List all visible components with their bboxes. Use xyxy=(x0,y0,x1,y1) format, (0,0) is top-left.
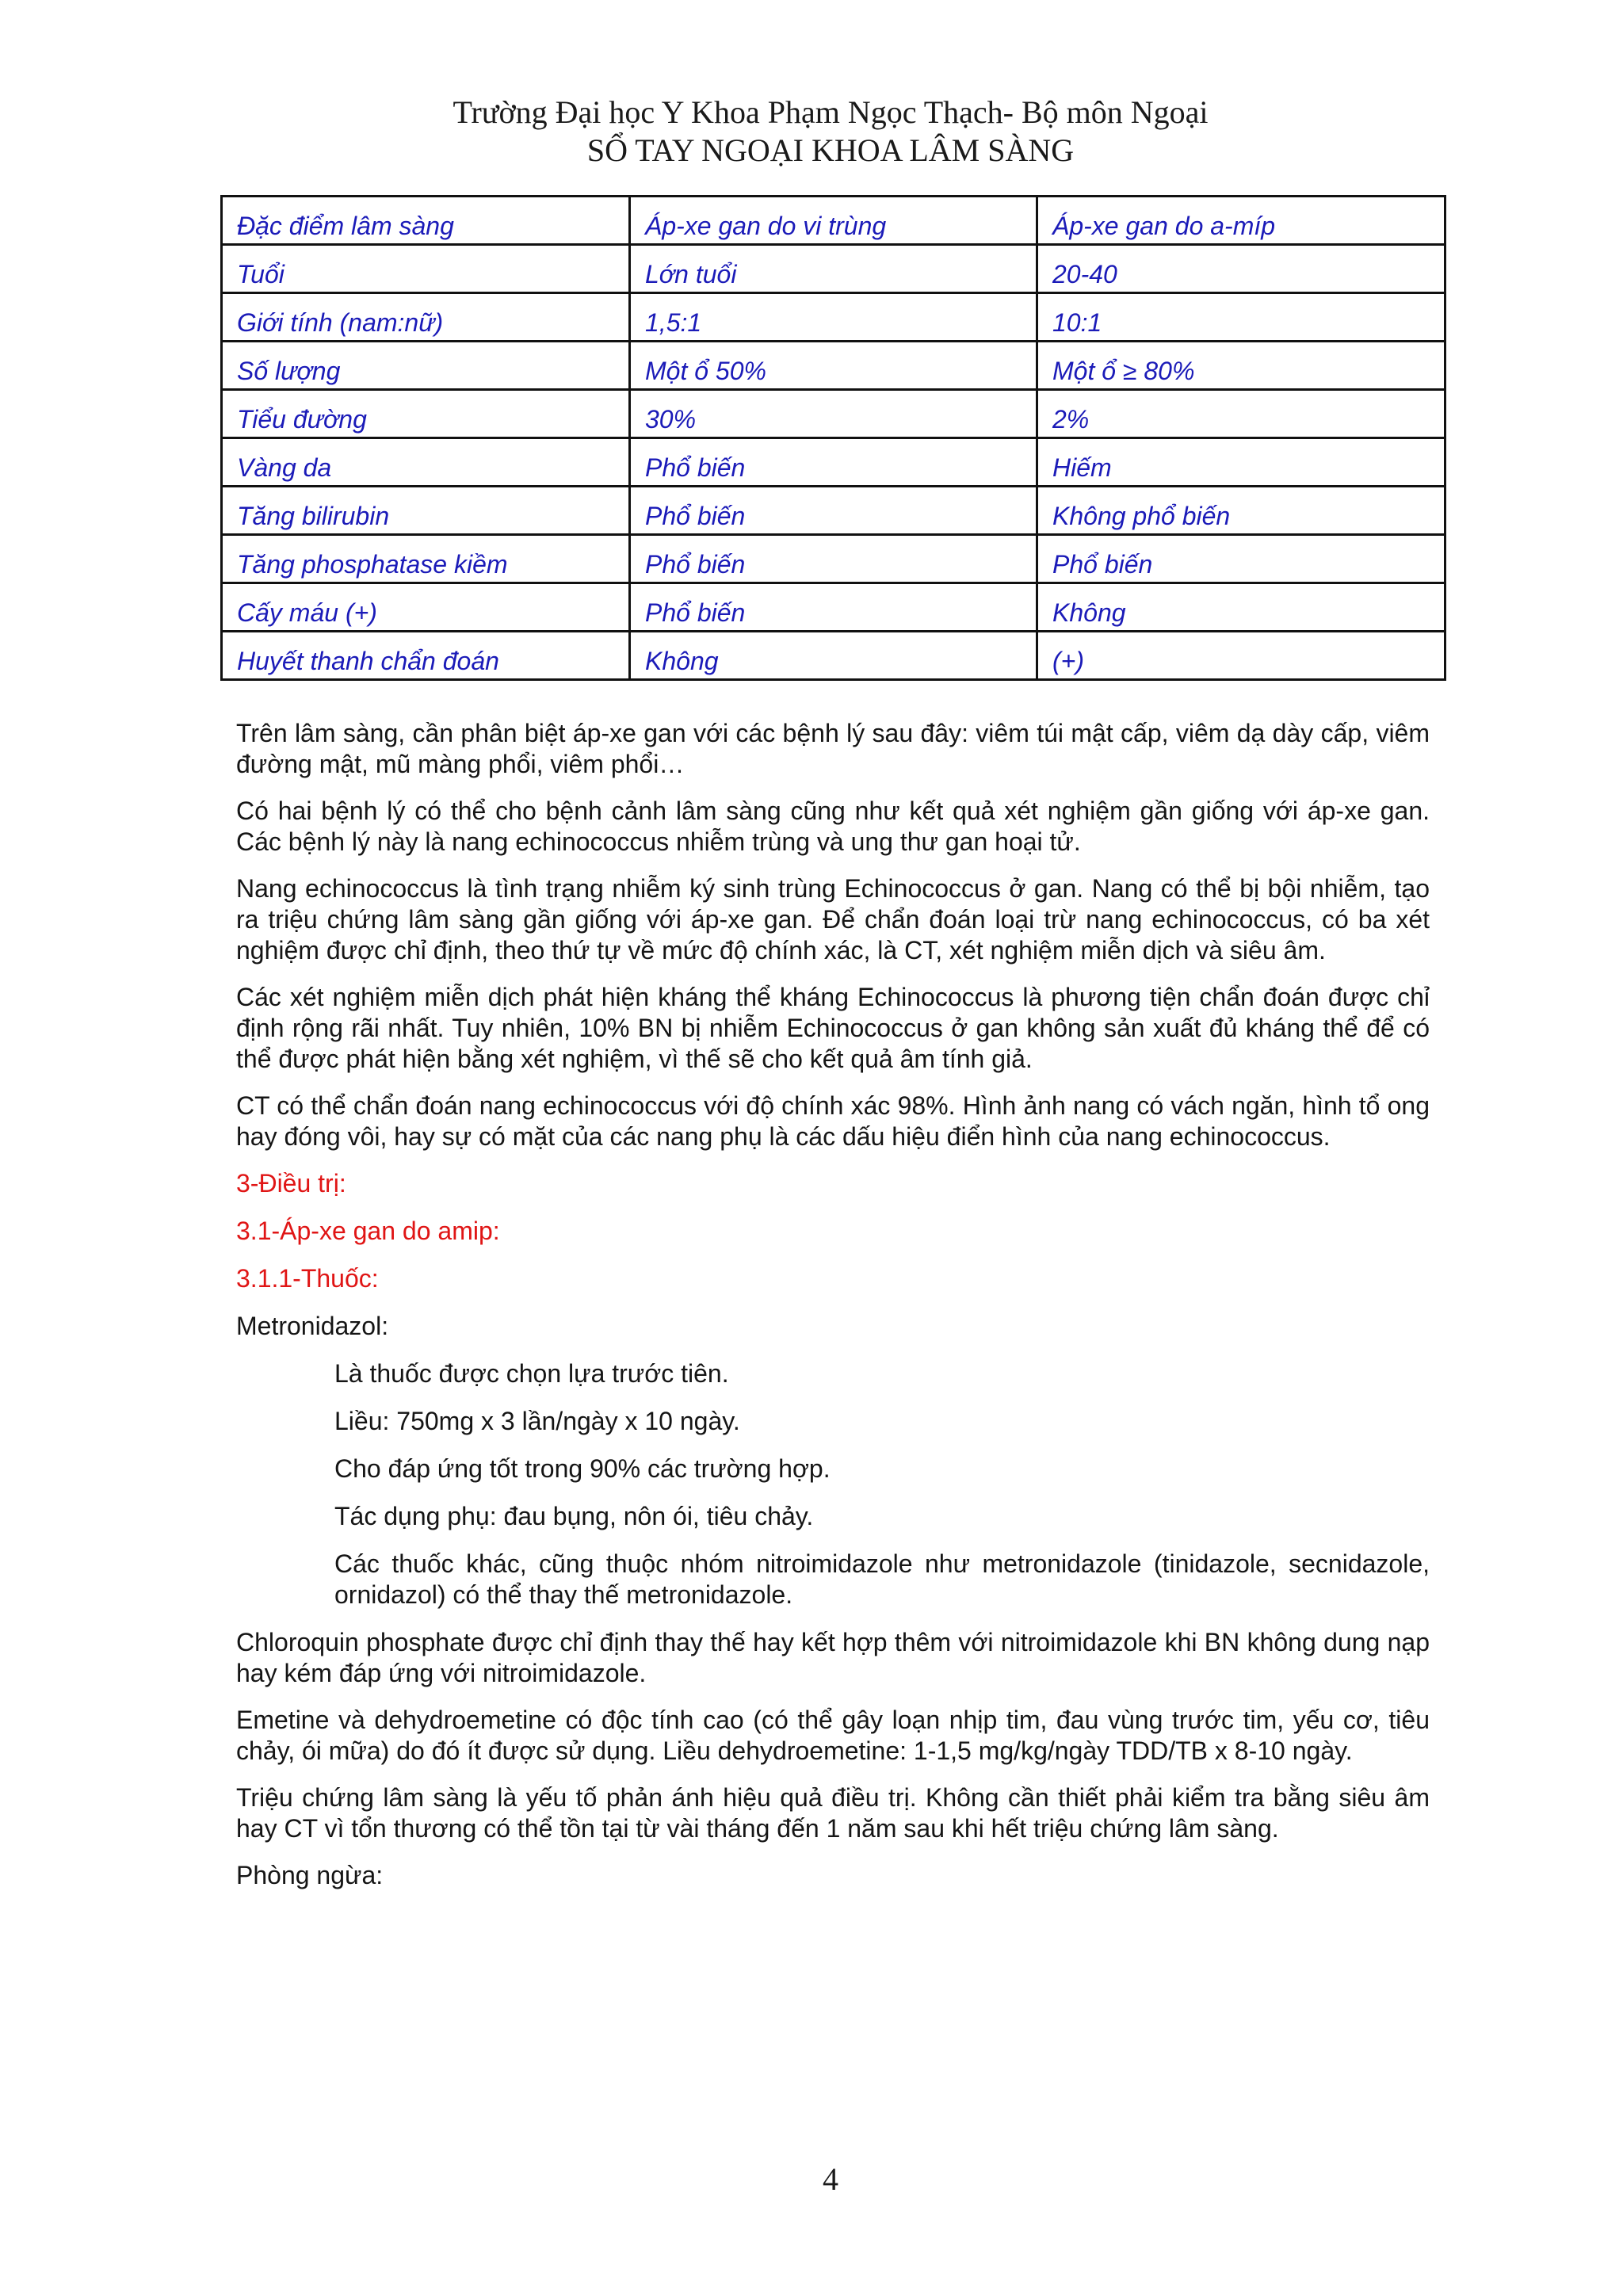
page-header xyxy=(0,94,1623,170)
section-heading-drugs: 3.1.1-Thuốc: xyxy=(236,1264,379,1293)
drug-item: Liều: 750mg x 3 lần/ngày x 10 ngày. xyxy=(334,1407,740,1435)
drug-item: Là thuốc được chọn lựa trước tiên. xyxy=(334,1359,729,1388)
table-cell: 20-40 xyxy=(1037,245,1445,293)
paragraph-immunoassay: Các xét nghiệm miễn dịch phát hiện kháng thể kháng Echinococcus là phương tiện chẩn đoán được chỉ định rộng rãi nhất. Tuy nhiên, 10% BN bị nhiễm Echinococcus ở gan không sản xuất đủ kháng thể để có thể được phát hiện bằng xét nghiệm, vì thế sẽ cho kết quả âm tính giả. xyxy=(236,983,1430,1073)
table-row xyxy=(222,197,1445,245)
table-cell: Một ổ 50% xyxy=(630,342,1037,390)
table-row xyxy=(222,390,1445,438)
header-institution: Trường Đại học Y Khoa Phạm Ngọc Thạch- Bộ môn Ngoại xyxy=(453,94,1209,130)
body-content xyxy=(236,718,1430,1908)
table-cell: Tăng bilirubin xyxy=(222,487,630,535)
table-row xyxy=(222,583,1445,632)
table-row xyxy=(222,487,1445,535)
table-cell: Áp-xe gan do vi trùng xyxy=(630,197,1037,245)
table-cell: Tiểu đường xyxy=(222,390,630,438)
drug-item: Tác dụng phụ: đau bụng, nôn ói, tiêu chảy. xyxy=(334,1502,814,1530)
table-cell: Phổ biến xyxy=(630,583,1037,632)
paragraph-chloroquin: Chloroquin phosphate được chỉ định thay thế hay kết hợp thêm với nitroimidazole khi BN không dung nạp hay kém đáp ứng với nitroimidazole. xyxy=(236,1628,1430,1687)
paragraph-clinical-response: Triệu chứng lâm sàng là yếu tố phản ánh hiệu quả điều trị. Không cần thiết phải kiểm tra bằng siêu âm hay CT vì tổn thương có thể tồn tại từ vài tháng đến 1 năm sau khi hết triệu chứng lâm sàng. xyxy=(236,1783,1430,1843)
table-cell: (+) xyxy=(1037,632,1445,680)
paragraph-differential-diagnosis: Trên lâm sàng, cần phân biệt áp-xe gan với các bệnh lý sau đây: viêm túi mật cấp, viêm dạ dày cấp, viêm đường mật, mũ màng phổi, viêm phổi… xyxy=(236,719,1430,778)
paragraph-echinococcus-cyst: Nang echinococcus là tình trạng nhiễm ký sinh trùng Echinococcus ở gan. Nang có thể bị bội nhiễm, tạo ra triệu chứng lâm sàng gần giống với áp-xe gan. Để chẩn đoán loại trừ nang echinococcus, có ba xét nghiệm được chỉ định, theo thứ tự về mức độ chính xác, là CT, xét nghiệm miễn dịch và siêu âm. xyxy=(236,874,1430,965)
section-heading-amoebic-abscess: 3.1-Áp-xe gan do amip: xyxy=(236,1217,500,1245)
table-cell: Huyết thanh chẩn đoán xyxy=(222,632,630,680)
table-cell: Lớn tuổi xyxy=(630,245,1037,293)
table-cell: Số lượng xyxy=(222,342,630,390)
table-cell: Phổ biến xyxy=(1037,535,1445,583)
table-row xyxy=(222,342,1445,390)
comparison-table xyxy=(220,195,1446,681)
table-row xyxy=(222,632,1445,680)
table-cell: Đặc điểm lâm sàng xyxy=(222,197,630,245)
table-cell: Cấy máu (+) xyxy=(222,583,630,632)
table-cell: Tăng phosphatase kiềm xyxy=(222,535,630,583)
table-cell: Tuổi xyxy=(222,245,630,293)
table-cell: 1,5:1 xyxy=(630,293,1037,342)
table-cell: 2% xyxy=(1037,390,1445,438)
table-cell: 10:1 xyxy=(1037,293,1445,342)
table-cell: Phổ biến xyxy=(630,487,1037,535)
table-cell: Không phổ biến xyxy=(1037,487,1445,535)
table-cell: Phổ biến xyxy=(630,535,1037,583)
table-cell: Phổ biến xyxy=(630,438,1037,487)
paragraph-ct-diagnosis: CT có thể chẩn đoán nang echinococcus với độ chính xác 98%. Hình ảnh nang có vách ngăn, hình tổ ong hay đóng vôi, hay sự có mặt của các nang phụ là các dấu hiệu điển hình của nang echinococcus. xyxy=(236,1091,1430,1151)
table-row xyxy=(222,245,1445,293)
table-cell: Hiếm xyxy=(1037,438,1445,487)
drug-name: Metronidazol: xyxy=(236,1312,389,1340)
page-number: 4 xyxy=(823,2161,838,2197)
paragraph-emetine: Emetine và dehydroemetine có độc tính cao (có thể gây loạn nhịp tim, đau vùng trước tim, yếu cơ, tiêu chảy, ói mữa) do đó ít được sử dụng. Liều dehydroemetine: 1-1,5 mg/kg/ngày TDD/TB x 8-10 ngày. xyxy=(236,1706,1430,1765)
table-cell: Giới tính (nam:nữ) xyxy=(222,293,630,342)
drug-item: Cho đáp ứng tốt trong 90% các trường hợp. xyxy=(334,1454,831,1483)
paragraph-similar-diseases: Có hai bệnh lý có thể cho bệnh cảnh lâm sàng cũng như kết quả xét nghiệm gần giống với áp-xe gan. Các bệnh lý này là nang echinococcus nhiễm trùng và ung thư gan hoại tử. xyxy=(236,797,1430,856)
table-cell: Vàng da xyxy=(222,438,630,487)
table-cell: Không xyxy=(1037,583,1445,632)
table-cell: Áp-xe gan do a-míp xyxy=(1037,197,1445,245)
drug-item: Các thuốc khác, cũng thuộc nhóm nitroimidazole như metronidazole (tinidazole, secnidazole, ornidazol) có thể thay thế metronidazole. xyxy=(334,1549,1430,1609)
section-heading-treatment: 3-Điều trị: xyxy=(236,1169,346,1198)
header-book-title: SỔ TAY NGOẠI KHOA LÂM SÀNG xyxy=(586,132,1075,168)
paragraph-prevention: Phòng ngừa: xyxy=(236,1861,384,1889)
table-cell: 30% xyxy=(630,390,1037,438)
table-row xyxy=(222,535,1445,583)
table-row xyxy=(222,438,1445,487)
table-cell: Một ổ ≥ 80% xyxy=(1037,342,1445,390)
table-row xyxy=(222,293,1445,342)
table-cell: Không xyxy=(630,632,1037,680)
